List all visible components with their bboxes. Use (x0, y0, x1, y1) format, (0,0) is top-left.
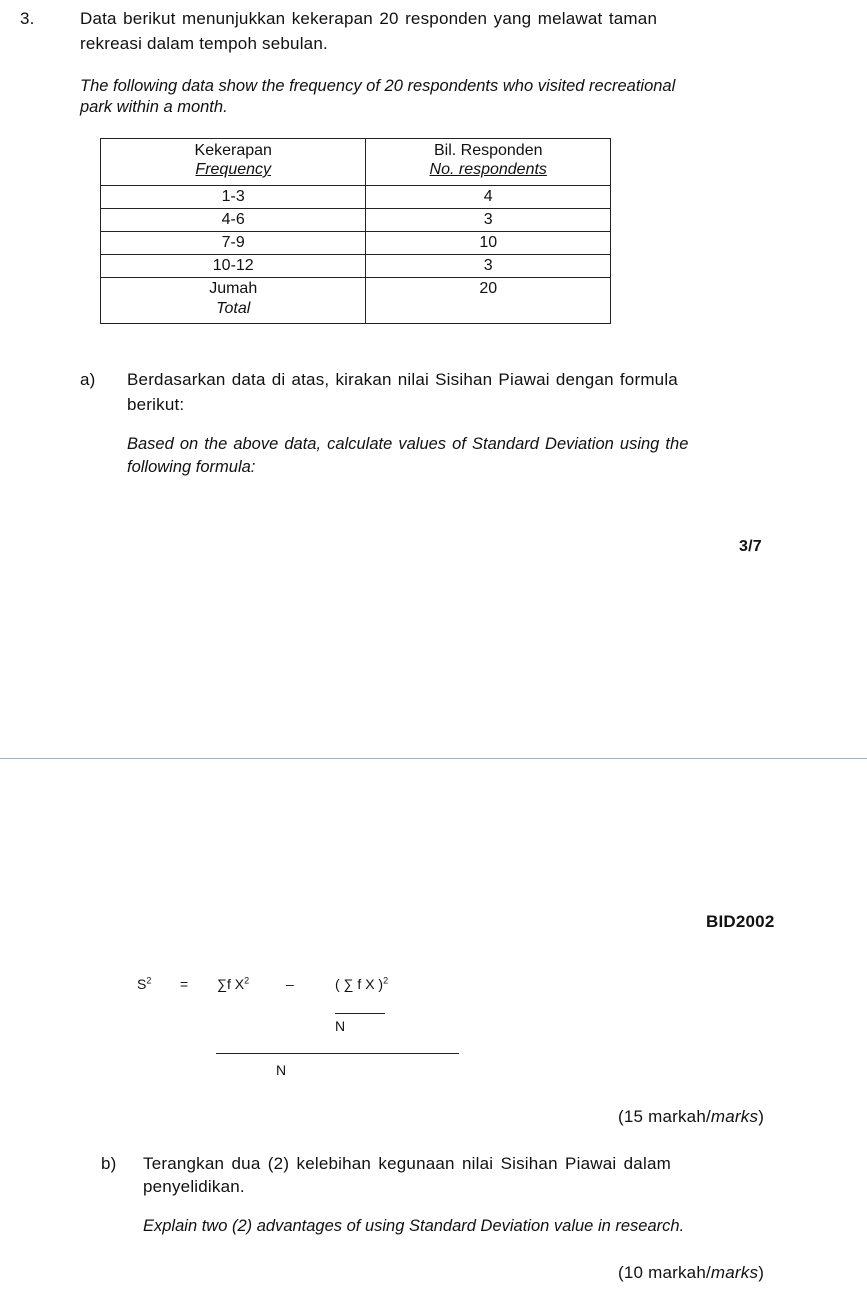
total-label-english: Total (216, 300, 251, 317)
cell-frequency: 1-3 (101, 186, 366, 209)
table-total-row (101, 278, 611, 324)
intro-english-line1: The following data show the frequency of 20 respondents who visited recreational (80, 77, 676, 95)
cell-frequency: 10-12 (101, 255, 366, 278)
part-b-english-line1: Explain two (2) advantages of using Standard Deviation value in research. (143, 1217, 685, 1235)
marks-part-a (618, 1106, 764, 1128)
part-b-malay-line2: penyelidikan. (143, 1177, 245, 1196)
formula-lhs-exponent: 2 (146, 975, 152, 986)
frequency-table (100, 138, 611, 324)
marks-part-b (618, 1262, 764, 1284)
marks-part-a-close: ) (758, 1107, 765, 1126)
intro-malay-line1: Data berikut menunjukkan kekerapan 20 responden yang melawat taman (80, 9, 658, 28)
part-b-label: b) (101, 1154, 117, 1173)
formula-inner-fraction-line (335, 1013, 385, 1014)
marks-part-b-english: marks (710, 1263, 759, 1282)
cell-respondents: 3 (366, 209, 611, 232)
header-frequency-malay: Kekerapan (194, 142, 272, 159)
header-frequency-english: Frequency (195, 161, 272, 178)
cell-respondents: 3 (366, 255, 611, 278)
cell-total-value: 20 (366, 278, 611, 324)
formula-term2-exponent: 2 (383, 975, 389, 986)
marks-part-a-value: (15 markah/ (618, 1107, 711, 1126)
cell-total-label (101, 278, 366, 324)
intro-malay-line2: rekreasi dalam tempoh sebulan. (80, 34, 328, 53)
intro-english-line2: park within a month. (80, 98, 228, 116)
table-row (101, 209, 611, 232)
formula-minus: – (286, 976, 294, 992)
formula-lhs-symbol: S (137, 976, 147, 992)
page-divider (0, 758, 867, 759)
total-label-malay: Jumah (209, 280, 258, 297)
course-code: BID2002 (706, 912, 775, 931)
table-row (101, 255, 611, 278)
formula-term1 (217, 976, 249, 992)
cell-frequency: 7-9 (101, 232, 366, 255)
table-header-row (101, 139, 611, 186)
formula-outer-denominator: N (276, 1062, 287, 1078)
marks-part-b-close: ) (758, 1263, 765, 1282)
header-frequency (101, 139, 366, 186)
part-b-malay-line1: Terangkan dua (2) kelebihan kegunaan nilai Sisihan Piawai dalam (143, 1154, 671, 1173)
cell-respondents: 10 (366, 232, 611, 255)
formula-inner-denominator: N (335, 1018, 346, 1034)
formula-term2 (335, 976, 388, 992)
formula-equals: = (180, 976, 189, 992)
page-number: 3/7 (739, 538, 762, 555)
formula-term1-exponent: 2 (244, 975, 250, 986)
part-a-english-line1: Based on the above data, calculate values of Standard Deviation using the (127, 435, 689, 453)
cell-respondents: 4 (366, 186, 611, 209)
question-number: 3. (20, 9, 35, 28)
part-a-malay-line1: Berdasarkan data di atas, kirakan nilai Sisihan Piawai dengan formula (127, 370, 678, 389)
table-row (101, 186, 611, 209)
part-a-malay-line2: berikut: (127, 395, 185, 414)
marks-part-a-english: marks (710, 1107, 759, 1126)
formula-main-fraction-line (216, 1053, 459, 1054)
table-row (101, 232, 611, 255)
header-respondents-malay: Bil. Responden (433, 142, 543, 159)
part-a-english-line2: following formula: (127, 458, 256, 476)
header-respondents (366, 139, 611, 186)
marks-part-b-value: (10 markah/ (618, 1263, 711, 1282)
header-respondents-english: No. respondents (429, 161, 547, 178)
formula-term2-symbol: ( ∑ f X ) (335, 976, 384, 992)
formula-term1-symbol: ∑f X (217, 976, 245, 992)
cell-frequency: 4-6 (101, 209, 366, 232)
part-a-label: a) (80, 370, 96, 389)
formula-lhs (137, 976, 151, 992)
